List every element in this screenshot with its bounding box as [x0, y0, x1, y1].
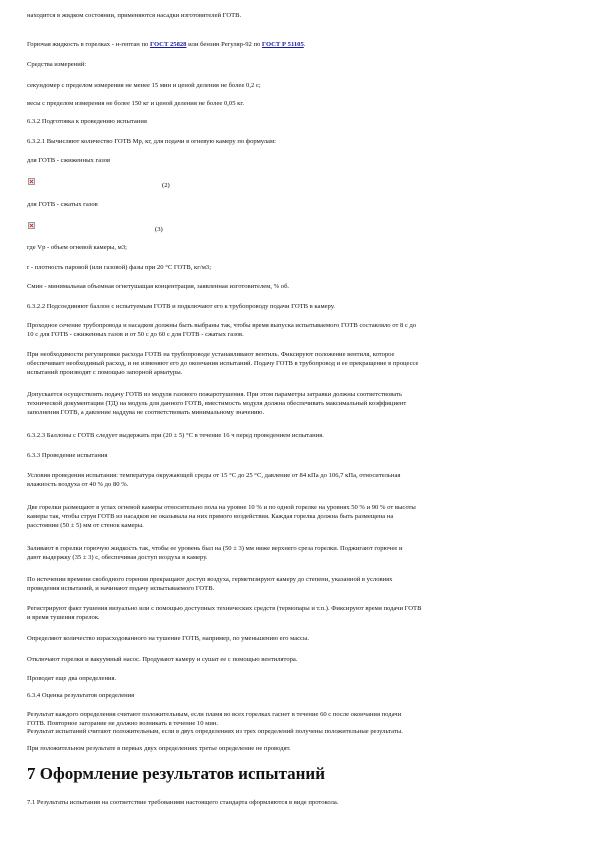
text-line: находится в жидком состоянии, применяются насадки изготовителей ГОТВ. [27, 12, 242, 19]
paragraph-line: влажность воздуха от 40 % до 80 %. [27, 481, 129, 488]
text-line: 6.3.2.1 Вычисляют количество ГОТВ Мр, кг, для подачи в огневую камеру по формулам: [27, 138, 276, 145]
broken-image-icon [28, 178, 35, 185]
paragraph-line: Результат каждого определения считают положительным, если пламя во всех горелках гаснет в течение 60 с после окончания подачи [27, 711, 402, 718]
paragraph-line: 10 с для ГОТВ - сжиженных газов и от 50 с до 60 с для ГОТВ - сжатых газов. [27, 331, 244, 338]
measuring-label: Средства измерений: [27, 61, 87, 68]
section-title: 7 Оформление результатов испытаний [27, 764, 326, 783]
paragraph-line: ГОТВ. Повторное загорание не должно возникать в течение 10 мин. [27, 720, 219, 727]
paragraph-line: Две горелки размещают в углах огневой камеры относительно пола на уровне 10 % и по одной горелке на уровнях 50 % и 90 % от высоты [27, 504, 416, 511]
text-line: 6.3.2.3 Баллоны с ГОТВ следует выдержать при (20 ± 5) °С в течение 16 ч перед проведением испытания. [27, 432, 324, 439]
subsection-heading: 6.3.3 Проведение испытания [27, 452, 108, 459]
fuel-text-before: Горючая жидкость в горелках - н-гептан по [27, 41, 150, 48]
paragraph-line: обеспечивает необходимый расход, и не изменяют его до окончания испытаний. Подачу ГОТВ в трубопровод и ее прекращение в процессе [27, 360, 419, 367]
text-line: для ГОТВ - сжиженных газов [27, 157, 111, 164]
paragraph-line: Определяют количество израсходованного на тушение ГОТВ, например, по уменьшению его массы. [27, 635, 310, 642]
text-line: При положительном результате в первых двух определениях третье определение не проводят. [27, 745, 291, 752]
paragraph-line: Условия проведения испытания: температура окружающей среды от 15 °С до 25 °С, давление от 84 кПа до 106,7 кПа, относительная [27, 472, 401, 479]
text-line: Отключают горелки и вакуумный насос. Продувают камеру и сушат ее с помощью вентилятора. [27, 656, 298, 663]
text-line: r - плотность паровой (или газовой) фазы при 20 °С ГОТВ, кг/м3; [27, 264, 212, 271]
paragraph-line: Заливают в горелки горючую жидкость так, чтобы ее уровень был на (50 ± 3) мм ниже верхнего среза горелки. Поджигают горючее и [27, 545, 403, 552]
text-line: где Vр - объем огневой камеры, м3; [27, 244, 127, 251]
paragraph-line: расстоянии (50 ± 5) мм от стенок камеры. [27, 522, 144, 529]
paragraph-line: испытаний производят с помощью запорной арматуры. [27, 369, 183, 376]
fuel-text-after: . [303, 41, 306, 48]
subsection-heading: 6.3.2 Подготовка к проведению испытания [27, 118, 147, 125]
paragraph-line: Проходное сечение трубопровода и насадков должны быть выбраны так, чтобы время выпуска испытываемого ГОТВ составляло от 8 с до [27, 322, 417, 329]
equation-number: (3) [155, 226, 163, 233]
paragraph-line: камеры так, чтобы струя ГОТВ из насадков не оказывала на них прямого воздействия. Каждая горелка должна быть размещена на [27, 513, 394, 520]
fuel-text-middle: или бензин Регуляр-92 по [186, 41, 262, 48]
equation-number: (2) [162, 182, 170, 189]
paragraph-line: и время тушения горелок. [27, 614, 100, 621]
text-line: Проводят еще два определения. [27, 675, 117, 682]
paragraph-line: По истечении времени свободного горения прекращают доступ воздуха, герметизируют камеру до степени, указанной в условиях [27, 576, 393, 583]
broken-image-icon [28, 222, 35, 229]
paragraph-line: Допускается осуществлять подачу ГОТВ из модуля газового пожаротушения. При этом параметры затравки должны соответствовать [27, 391, 402, 398]
text-line: 7.1 Результаты испытания на соответствие требованиям настоящего стандарта оформляются в виде протокола. [27, 799, 339, 806]
text-line: 6.3.2.2 Подсоединяют баллон с испытуемым ГОТВ и подключают его к трубопроводу подачи ГОТВ в камеру. [27, 303, 336, 310]
paragraph-line: проведения испытаний, и начинают подачу испытываемого ГОТВ. [27, 585, 215, 592]
text-line: для ГОТВ - сжатых газов [27, 201, 98, 208]
text-line: Смин - минимальная объемная огнетушащая концентрация, заявленная изготовителем, % об. [27, 283, 290, 290]
paragraph-line: дают выдержку (35 ± 3) с, обеспечивая доступ воздуха в камеру. [27, 554, 208, 561]
text-line: Результат испытаний считают положительным, если в двух определениях из трех определений получены положительные результаты. [27, 728, 403, 735]
gost-25828-link[interactable]: ГОСТ 25828 [149, 41, 187, 48]
text-line: весы с пределом измерения не более 150 кг и ценой деления не более 0,05 кг. [27, 100, 244, 107]
gost-r-51105-link[interactable]: ГОСТ Р 51105 [261, 41, 304, 48]
paragraph-line: При необходимости регулировки расхода ГОТВ на трубопроводе устанавливают вентиль. Фиксируют положение вентиля, которое [27, 351, 395, 358]
subsection-heading: 6.3.4 Оценка результатов определения [27, 692, 135, 699]
text-line: секундомер с пределом измерения не менее 15 мин и ценой деления не более 0,2 с; [27, 82, 261, 89]
fuel-line [27, 40, 572, 49]
paragraph-line: технической документации (ТД) на модуль для данного ГОТВ, вместимость модуля должна обеспечивать максимальный коэффициент [27, 400, 407, 407]
paragraph-line: заполнения ГОТВ, а давление наддува не соответствовать минимальному значению. [27, 409, 265, 416]
paragraph-line: Регистрируют факт тушения визуально или с помощью доступных технических средств (термопары и т.п.). Фиксируют время подачи ГОТВ [27, 605, 422, 612]
